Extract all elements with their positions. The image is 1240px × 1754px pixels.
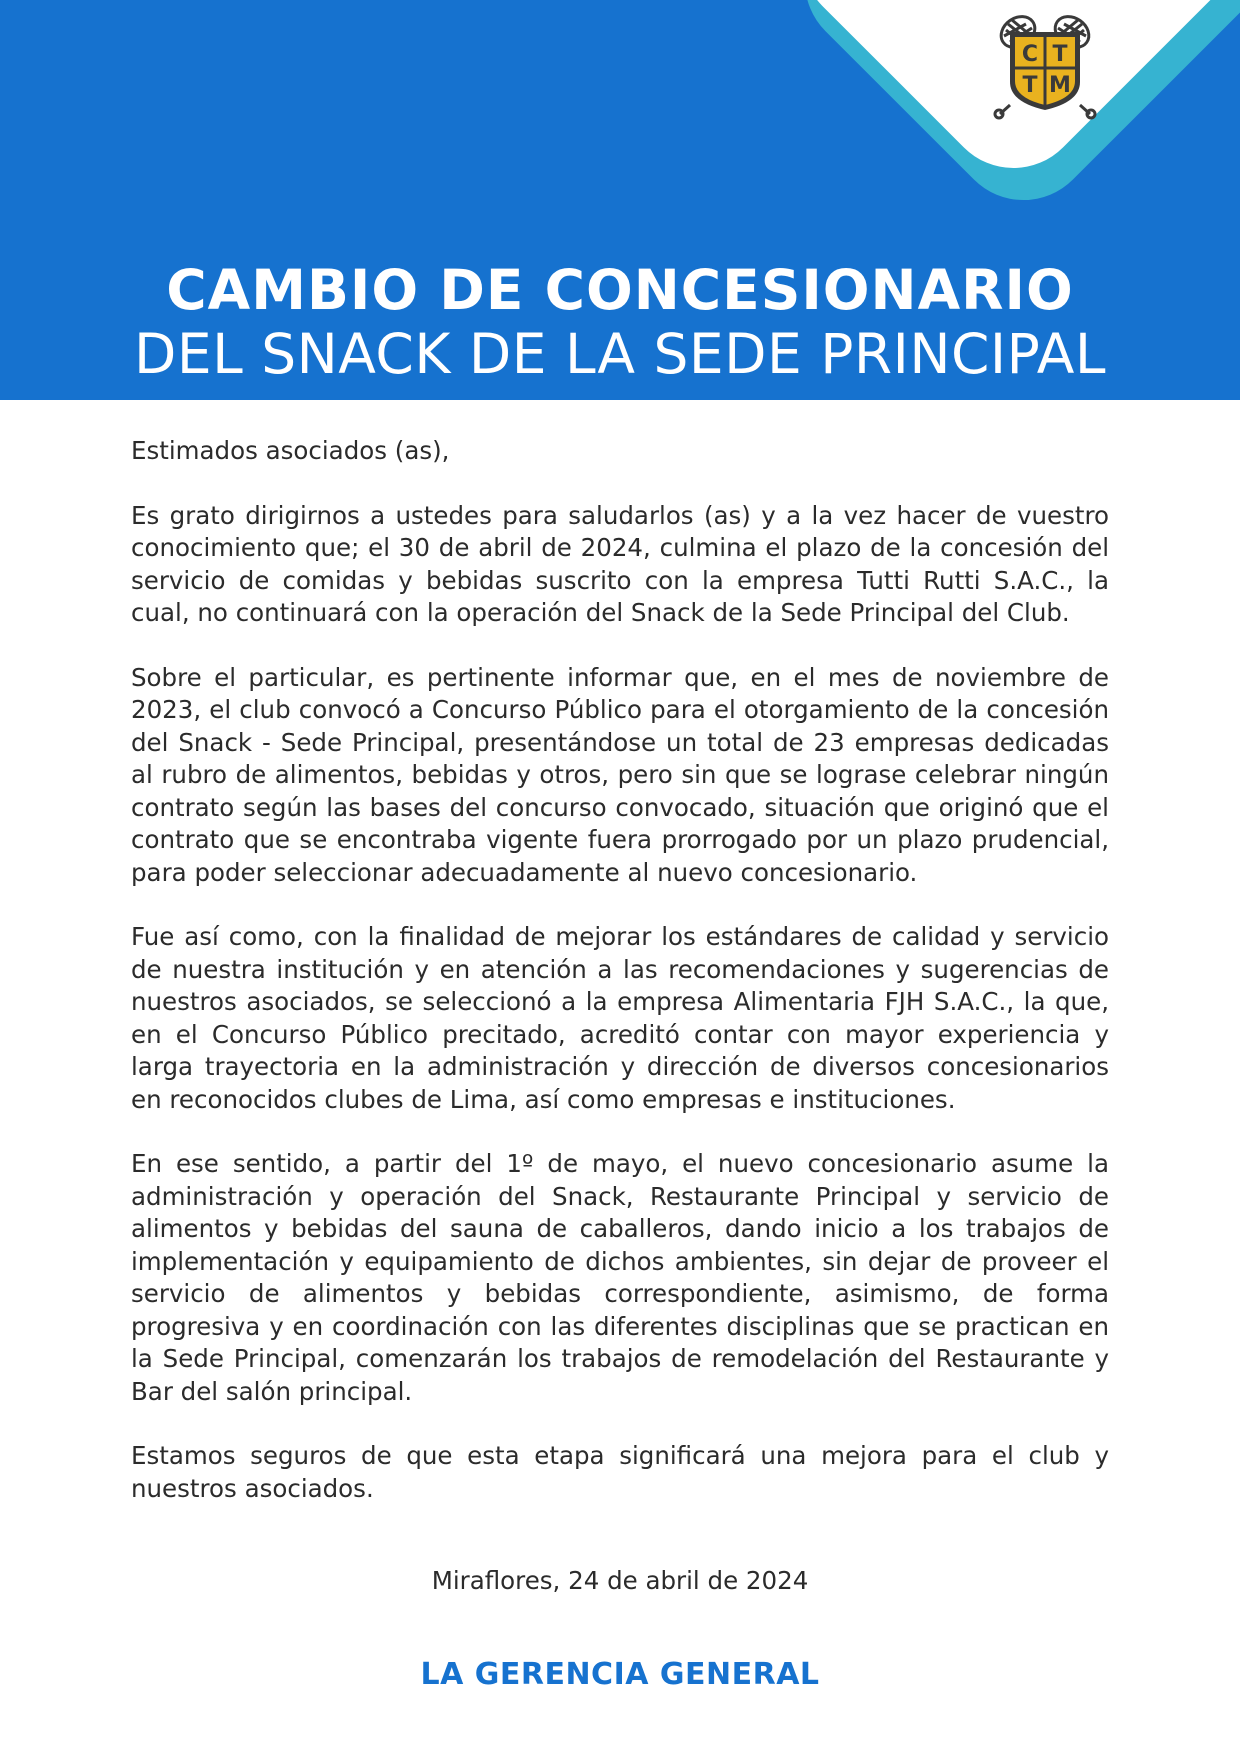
paragraph-2: Sobre el particular, es pertinente informar que, en el mes de noviembre de 2023, el club convocó a Concurso Público para el otorgamiento de la concesión del Snack - Sede Principal, presentándose un total de 23 empresas dedicadas al rubro de alimentos, bebidas y otros, pero sin que se lograse celebrar ningún contrato según las bases del concurso convocado, situación que originó que el contrato que se encontraba vigente fuera prorrogado por un plazo prudencial, para poder seleccionar adecuadamente al nuevo concesionario. [131,662,1109,887]
club-logo [990,10,1100,120]
logo-letter-2: T [1052,42,1068,67]
logo-letter-3: T [1022,73,1038,98]
logo-letter-4: M [1049,73,1071,98]
logo-letter-1: C [1021,42,1039,67]
shield-icon [1010,32,1080,110]
page-title [0,258,1240,386]
paragraph-3: Fue así como, con la finalidad de mejorar los estándares de calidad y servicio de nuestra institución y en atención a las recomendaciones y sugerencias de nuestros asociados, se seleccionó a la empresa Alimentaria FJH S.A.C., la que, en el Concurso Público precitado, acreditó contar con mayor experiencia y larga trayectoria en la administración y dirección de diversos concesionarios en reconocidos clubes de Lima, así como empresas e instituciones. [131,922,1109,1114]
salutation: Estimados asociados (as), [131,436,450,465]
title-line-2: DEL SNACK DE LA SEDE PRINCIPAL [133,322,1107,386]
paragraph-4: En ese sentido, a partir del 1º de mayo, el nuevo concesionario asume la administración y operación del Snack, Restaurante Principal y servicio de alimentos y bebidas del sauna de caballeros, dando inicio a los trabajos de implementación y equipamiento de dichos ambientes, sin dejar de proveer el servicio de alimentos y bebidas correspondiente, asimismo, de forma progresiva y en coordinación con las diferentes disciplinas que se practican en la Sede Principal, comenzarán los trabajos de remodelación del Restaurante y Bar del salón principal. [131,1149,1109,1406]
paragraph-1: Es grato dirigirnos a ustedes para saludarlos (as) y a la vez hacer de vuestro conocimiento que; el 30 de abril de 2024, culmina el plazo de la concesión del servicio de comidas y bebidas suscrito con la empresa Tutti Rutti S.A.C., la cual, no continuará con la operación del Snack de la Sede Principal del Club. [131,500,1109,627]
paragraph-5: Estamos seguros de que esta etapa significará una mejora para el club y nuestros asociados. [131,1441,1109,1503]
place-date: Miraflores, 24 de abril de 2024 [431,1566,809,1595]
title-line-1: CAMBIO DE CONCESIONARIO [166,258,1074,322]
letter-body [131,435,1109,1537]
header-banner [0,0,1240,400]
signature: LA GERENCIA GENERAL [420,1657,820,1692]
